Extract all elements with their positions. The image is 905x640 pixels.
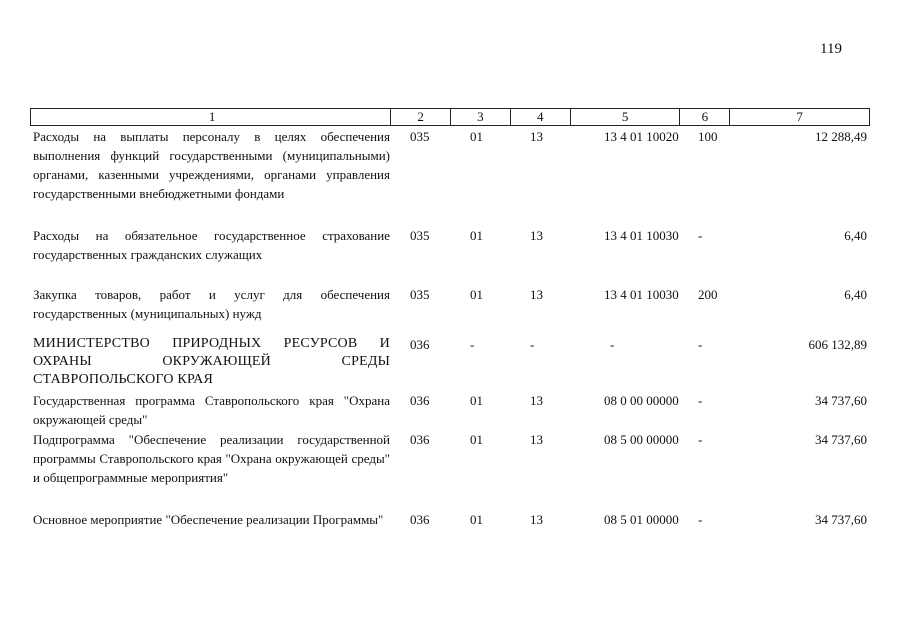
header-col-2: 2 bbox=[390, 109, 450, 125]
header-col-6: 6 bbox=[679, 109, 729, 125]
row-section: 01 bbox=[470, 512, 483, 527]
row-ministry-code: 036 bbox=[410, 337, 430, 352]
table-header bbox=[30, 108, 870, 126]
row-description: Расходы на выплаты персоналу в целях обеспечения выполнения функций государственными (муниципальными) органами, казенными учреждениями, органами управления государственными внебюджетными фондами bbox=[33, 129, 390, 201]
row-subsection: - bbox=[530, 337, 535, 352]
row-target-code: - bbox=[610, 337, 615, 352]
row-expense-type: - bbox=[698, 512, 703, 527]
row-expense-type: - bbox=[698, 337, 703, 352]
row-section: 01 bbox=[470, 287, 483, 302]
row-amount: 34 737,60 bbox=[815, 393, 867, 408]
table-row bbox=[30, 391, 870, 429]
row-section: 01 bbox=[470, 393, 483, 408]
row-description: Закупка товаров, работ и услуг для обеспечения государственных (муниципальных) нужд bbox=[33, 287, 390, 321]
row-ministry-code: 035 bbox=[410, 287, 430, 302]
budget-table bbox=[30, 108, 870, 527]
table-row bbox=[30, 335, 870, 389]
row-subsection: 13 bbox=[530, 129, 543, 144]
row-ministry-code: 036 bbox=[410, 432, 430, 447]
row-subsection: 13 bbox=[530, 512, 543, 527]
row-expense-type: 200 bbox=[698, 287, 718, 302]
row-description: Подпрограмма "Обеспечение реализации государственной программы Ставропольского края "Охрана окружающей среды" и общепрограммные мероприятия" bbox=[33, 432, 390, 485]
row-target-code: 13 4 01 10030 bbox=[604, 228, 679, 243]
row-subsection: 13 bbox=[530, 228, 543, 243]
row-description: Государственная программа Ставропольского края "Охрана окружающей среды" bbox=[33, 393, 390, 427]
row-amount: 6,40 bbox=[844, 228, 867, 243]
row-section: 01 bbox=[470, 432, 483, 447]
table-row bbox=[30, 510, 870, 529]
row-amount: 34 737,60 bbox=[815, 512, 867, 527]
row-subsection: 13 bbox=[530, 432, 543, 447]
row-target-code: 08 5 01 00000 bbox=[604, 512, 679, 527]
header-col-4: 4 bbox=[510, 109, 570, 125]
header-col-1: 1 bbox=[208, 109, 216, 124]
row-expense-type: - bbox=[698, 228, 703, 243]
row-expense-type: 100 bbox=[698, 129, 718, 144]
row-expense-type: - bbox=[698, 393, 703, 408]
row-ministry-code: 035 bbox=[410, 129, 430, 144]
header-col-3: 3 bbox=[450, 109, 510, 125]
table-row bbox=[30, 285, 870, 323]
header-col-5: 5 bbox=[570, 109, 680, 125]
table-row bbox=[30, 127, 870, 203]
row-description: Основное мероприятие "Обеспечение реализации Программы" bbox=[33, 512, 384, 527]
row-expense-type: - bbox=[698, 432, 703, 447]
row-section: - bbox=[470, 337, 475, 352]
row-section: 01 bbox=[470, 228, 483, 243]
row-subsection: 13 bbox=[530, 287, 543, 302]
row-target-code: 08 0 00 00000 bbox=[604, 393, 679, 408]
row-amount: 606 132,89 bbox=[808, 337, 867, 352]
row-ministry-code: 036 bbox=[410, 512, 430, 527]
page-number: 119 bbox=[820, 41, 842, 57]
row-ministry-code: 036 bbox=[410, 393, 430, 408]
row-amount: 12 288,49 bbox=[815, 129, 867, 144]
header-col-7: 7 bbox=[729, 109, 869, 125]
table-row bbox=[30, 226, 870, 264]
row-target-code: 08 5 00 00000 bbox=[604, 432, 679, 447]
table-row bbox=[30, 430, 870, 487]
row-ministry-code: 035 bbox=[410, 228, 430, 243]
row-target-code: 13 4 01 10030 bbox=[604, 287, 679, 302]
row-amount: 6,40 bbox=[844, 287, 867, 302]
row-target-code: 13 4 01 10020 bbox=[604, 129, 679, 144]
row-subsection: 13 bbox=[530, 393, 543, 408]
row-description: Расходы на обязательное государственное страхование государственных гражданских служащих bbox=[33, 228, 390, 262]
row-section: 01 bbox=[470, 129, 483, 144]
row-description: МИНИСТЕРСТВО ПРИРОДНЫХ РЕСУРСОВ И ОХРАНЫ ОКРУЖАЮЩЕЙ СРЕДЫ СТАВРОПОЛЬСКОГО КРАЯ bbox=[33, 336, 390, 387]
row-amount: 34 737,60 bbox=[815, 432, 867, 447]
